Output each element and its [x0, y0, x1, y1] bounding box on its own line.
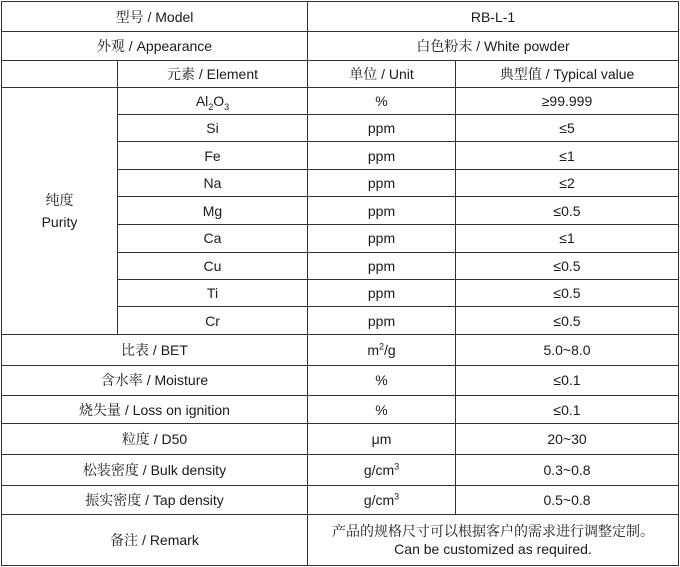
bet-value: 5.0~8.0	[456, 335, 679, 365]
tap-density-value: 0.5~0.8	[456, 486, 679, 515]
value-al2o3: ≥99.999	[456, 87, 679, 114]
element-na: Na	[118, 169, 308, 196]
model-value: RB-L-1	[308, 2, 679, 32]
model-label: 型号 / Model	[2, 2, 308, 32]
property-row-loi	[2, 396, 679, 424]
value-cu: ≤0.5	[456, 252, 679, 279]
appearance-value: 白色粉末 / White powder	[308, 32, 679, 60]
loi-label: 烧失量 / Loss on ignition	[2, 396, 308, 424]
blank-header-cell	[2, 60, 118, 87]
moisture-unit: %	[308, 365, 456, 395]
unit-si: ppm	[308, 115, 456, 142]
unit-ca: ppm	[308, 225, 456, 252]
appearance-row	[2, 32, 679, 60]
element-al2o3: $Al_2O_3$	[118, 87, 308, 114]
property-row-bulk-density	[2, 454, 679, 485]
remark-label: 备注 / Remark	[2, 515, 308, 566]
value-ti: ≤0.5	[456, 279, 679, 306]
d50-unit: μm	[308, 424, 456, 454]
remark-text-en: Can be customized as required.	[394, 541, 592, 558]
tap-density-unit: $g/cm^3$	[308, 486, 456, 515]
value-na: ≤2	[456, 169, 679, 196]
property-row-tap-density	[2, 486, 679, 515]
spec-table	[1, 1, 679, 566]
loi-unit: %	[308, 396, 456, 424]
element-cr: Cr	[118, 307, 308, 335]
purity-label-cn: 纯度	[45, 192, 74, 209]
remark-value-cell	[308, 515, 679, 566]
moisture-label: 含水率 / Moisture	[2, 365, 308, 395]
purity-label-en: Purity	[41, 214, 78, 231]
typical-value-header: 典型值 / Typical value	[456, 60, 679, 87]
element-cu: Cu	[118, 252, 308, 279]
property-row-d50	[2, 424, 679, 454]
unit-na: ppm	[308, 169, 456, 196]
d50-value: 20~30	[456, 424, 679, 454]
unit-mg: ppm	[308, 197, 456, 225]
loi-value: ≤0.1	[456, 396, 679, 424]
unit-al2o3: %	[308, 87, 456, 114]
moisture-value: ≤0.1	[456, 365, 679, 395]
element-si: Si	[118, 115, 308, 142]
purity-row	[2, 87, 679, 114]
property-row-bet	[2, 335, 679, 365]
element-ti: Ti	[118, 279, 308, 306]
value-cr: ≤0.5	[456, 307, 679, 335]
d50-label: 粒度 / D50	[2, 424, 308, 454]
element-fe: Fe	[118, 142, 308, 169]
model-row	[2, 2, 679, 32]
value-ca: ≤1	[456, 225, 679, 252]
remark-text-cn: 产品的规格尺寸可以根据客户的需求进行调整定制。	[332, 523, 654, 540]
bulk-density-unit: $g/cm^3$	[308, 454, 456, 485]
unit-cu: ppm	[308, 252, 456, 279]
value-fe: ≤1	[456, 142, 679, 169]
bet-label: 比表 / BET	[2, 335, 308, 365]
bet-unit: $m^2/g$	[308, 335, 456, 365]
element-header: 元素 / Element	[118, 60, 308, 87]
value-si: ≤5	[456, 115, 679, 142]
element-ca: Ca	[118, 225, 308, 252]
appearance-label: 外观 / Appearance	[2, 32, 308, 60]
purity-label-cell	[2, 87, 118, 335]
tap-density-label: 振实密度 / Tap density	[2, 486, 308, 515]
unit-ti: ppm	[308, 279, 456, 306]
property-row-moisture	[2, 365, 679, 395]
unit-cr: ppm	[308, 307, 456, 335]
value-mg: ≤0.5	[456, 197, 679, 225]
unit-fe: ppm	[308, 142, 456, 169]
bulk-density-label: 松装密度 / Bulk density	[2, 454, 308, 485]
element-mg: Mg	[118, 197, 308, 225]
unit-header: 单位 / Unit	[308, 60, 456, 87]
purity-header-row	[2, 60, 679, 87]
remark-row	[2, 515, 679, 566]
bulk-density-value: 0.3~0.8	[456, 454, 679, 485]
